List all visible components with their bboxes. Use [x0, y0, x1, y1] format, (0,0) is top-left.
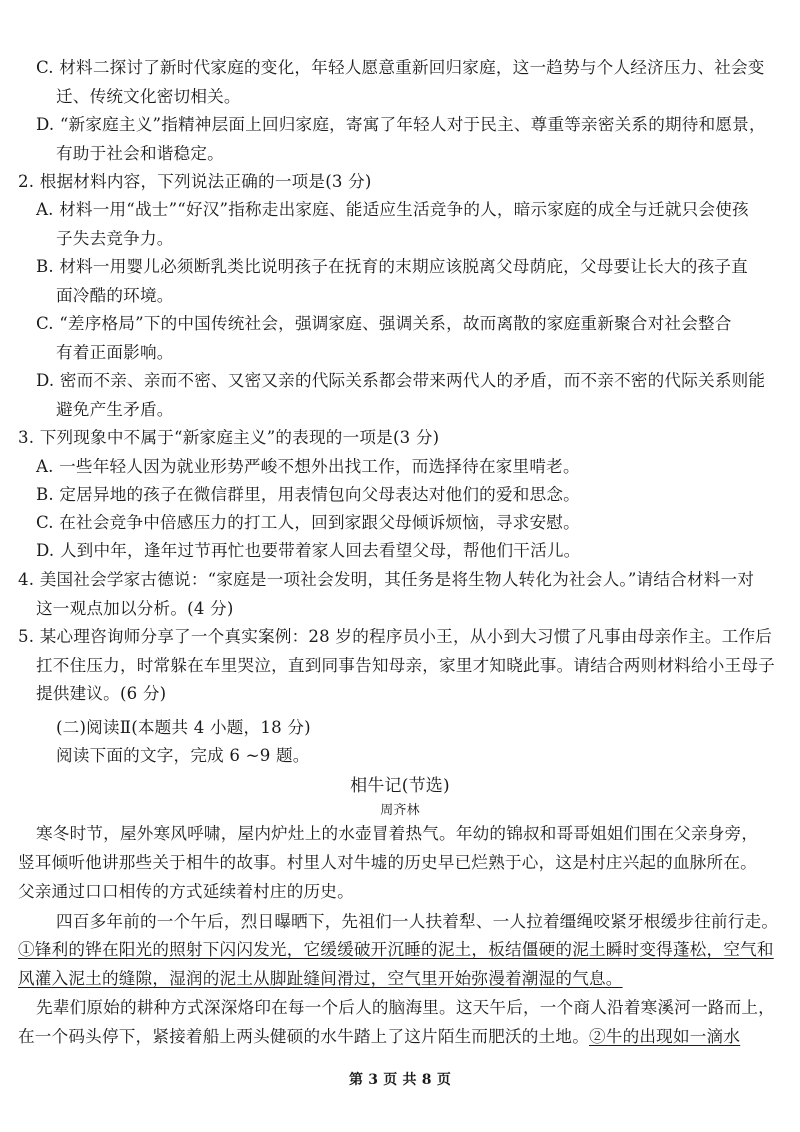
q2-option-b-line1: B. 材料一用婴儿必须断乳类比说明孩子在抚育的末期应该脱离父母荫庇，父母要让长大的孩子直 — [36, 257, 748, 276]
q3-stem: 3. 下列现象中不属于“新家庭主义”的表现的一项是(3 分) — [18, 428, 440, 447]
q1-option-d-line2: 有助于社会和谐稳定。 — [56, 144, 224, 163]
q1-option-d-line1: D. “新家庭主义”指精神层面上回归家庭，寄寓了年轻人对于民主、尊重等亲密关系的期待和愿景， — [36, 115, 766, 134]
section2-instruction: 阅读下面的文字，完成 6 ~9 题。 — [56, 746, 310, 765]
q2-option-d-line2: 避免产生矛盾。 — [56, 400, 174, 419]
q5-line1: 5. 某心理咨询师分享了一个真实案例：28 岁的程序员小王，从小到大习惯了凡事由母亲作主。工作后 — [18, 627, 773, 646]
article-p1-line1: 寒冬时节，屋外寒风呼啸，屋内炉灶上的水壶冒着热气。年幼的锦叔和哥哥姐姐们围在父亲身旁， — [36, 824, 759, 843]
article-p1-line2: 竖耳倾听他讲那些关于相牛的故事。村里人对牛墟的历史早已烂熟于心，这是村庄兴起的血脉所在。 — [18, 853, 757, 872]
q3-option-a: A. 一些年轻人因为就业形势严峻不想外出找工作，而选择待在家里啃老。 — [36, 457, 580, 476]
q4-line1: 4. 美国社会学家古德说：“家庭是一项社会发明，其任务是将生物人转化为社会人。”请结合材料一对 — [18, 570, 755, 589]
article-p3-line2 — [18, 1026, 740, 1048]
q3-option-d: D. 人到中年，逢年过节再忙也要带着家人回去看望父母，帮他们干活儿。 — [36, 541, 581, 560]
q3-option-c: C. 在社会竞争中倍感压力的打工人，回到家跟父母倾诉烦恼，寻求安慰。 — [36, 513, 580, 532]
article-p3-line1: 先辈们原始的耕种方式深深烙印在每一个后人的脑海里。这天午后，一个商人沿着寒溪河一路而上， — [36, 998, 775, 1017]
article-p2-underlined-line2: 风灌入泥土的缝隙，湿润的泥土从脚趾缝间滑过，空气里开始弥漫着潮湿的气息。 — [18, 969, 623, 988]
article-p1-line3: 父亲通过口口相传的方式延续着村庄的历史。 — [18, 882, 354, 901]
q2-stem: 2. 根据材料内容，下列说法正确的一项是(3 分) — [18, 172, 372, 191]
q2-option-a-line2: 子失去竞争力。 — [56, 229, 174, 248]
article-author: 周齐林 — [380, 803, 420, 818]
q3-option-b: B. 定居异地的孩子在微信群里，用表情包向父母表达对他们的爱和思念。 — [36, 485, 580, 504]
q4-line2: 这一观点加以分析。(4 分) — [36, 599, 234, 618]
section2-header: (二)阅读Ⅱ(本题共 4 小题，18 分) — [56, 718, 311, 737]
article-p3-line2-plain: 在一个码头停下，紧接着船上两头健硕的水牛踏上了这片陌生而肥沃的土地。 — [18, 1027, 589, 1046]
q5-line3: 提供建议。(6 分) — [36, 684, 167, 703]
article-p3-line2-underlined: ②牛的出现如一滴水 — [589, 1027, 741, 1046]
q2-option-b-line2: 面冷酷的环境。 — [56, 286, 174, 305]
q1-option-c-line2: 迁、传统文化密切相关。 — [56, 87, 241, 106]
article-p2-line1: 四百多年前的一个午后，烈日曝晒下，先祖们一人扶着犁、一人拉着缰绳咬紧牙根缓步往前行走。 — [56, 912, 779, 931]
q2-option-c-line1: C. “差序格局”下的中国传统社会，强调家庭、强调关系，故而离散的家庭重新聚合对社会整合 — [36, 314, 732, 333]
page-footer: 第 3 页 共 8 页 — [348, 1072, 452, 1088]
q5-line2: 扛不住压力，时常躲在车里哭泣，直到同事告知母亲，家里才知晓此事。请结合两则材料给小王母子 — [36, 656, 775, 675]
q2-option-c-line2: 有着正面影响。 — [56, 343, 174, 362]
q2-option-d-line1: D. 密而不亲、亲而不密、又密又亲的代际关系都会带来两代人的矛盾，而不亲不密的代际关系则能 — [36, 371, 766, 390]
article-title: 相牛记(节选) — [350, 776, 450, 796]
q2-option-a-line1: A. 材料一用“战士”“好汉”指称走出家庭、能适应生活竞争的人，暗示家庭的成全与迁就只会使孩 — [36, 200, 749, 219]
article-p2-underlined-line1: ①锋利的铧在阳光的照射下闪闪发光，它缓缓破开沉睡的泥土，板结僵硬的泥土瞬时变得蓬松，空气和 — [18, 940, 774, 959]
q1-option-c-line1: C. 材料二探讨了新时代家庭的变化，年轻人愿意重新回归家庭，这一趋势与个人经济压力、社会变 — [36, 58, 765, 77]
